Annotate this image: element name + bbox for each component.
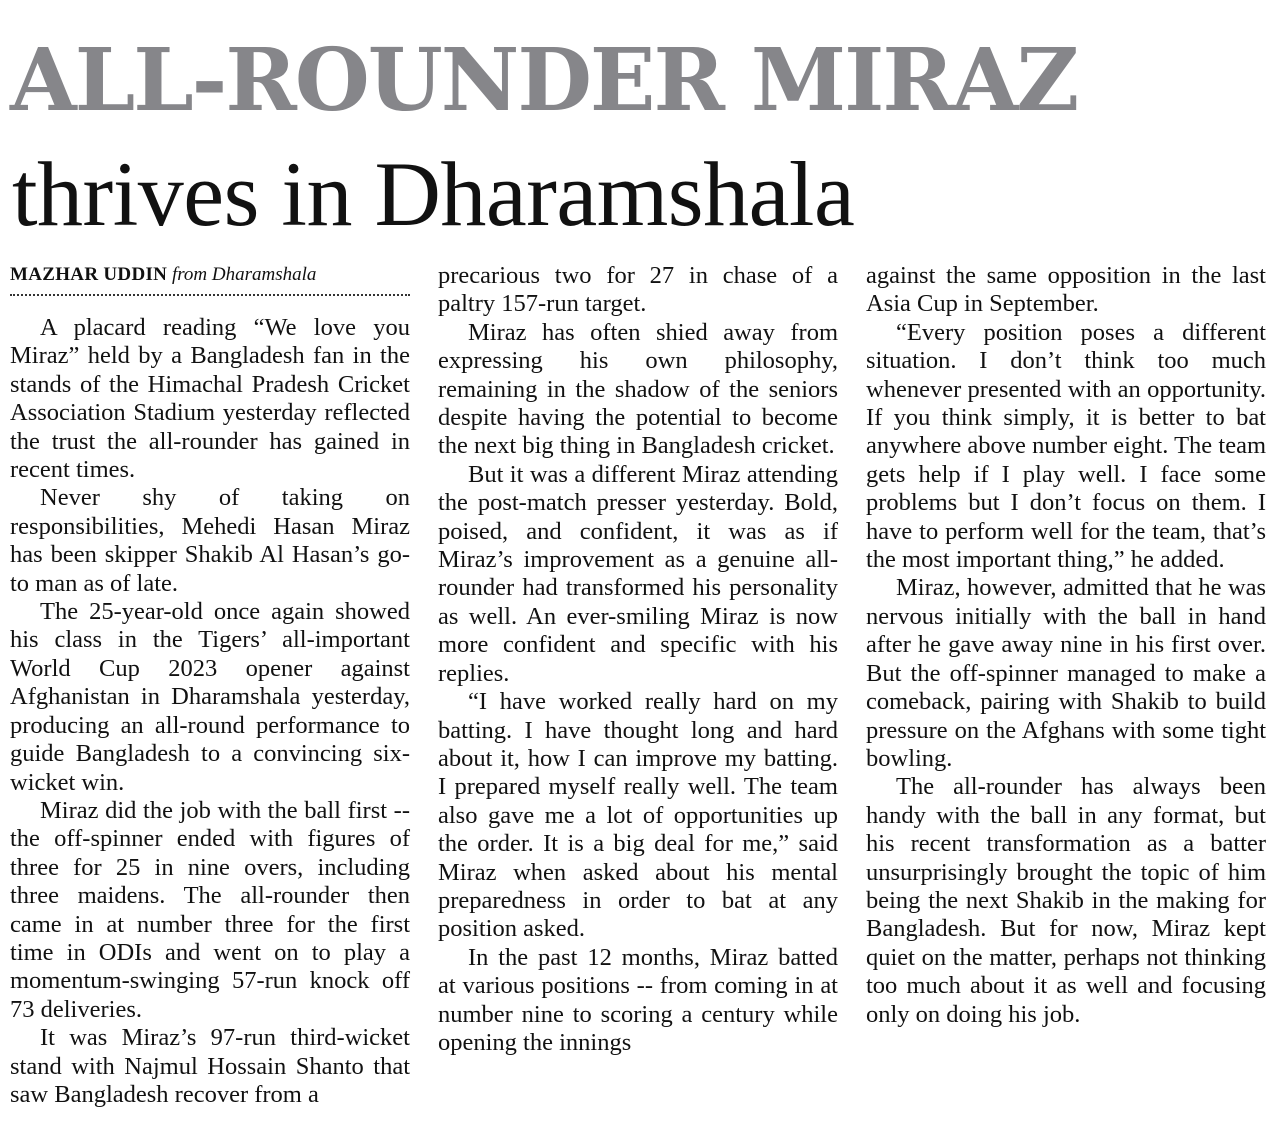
article-column-1 [10, 262, 410, 1109]
paragraph: The 25-year-old once again showed his class in the Tigers’ all-important World Cup 2023 opener against Afghanistan in Dharamshala yesterday, producing an all-round performance to guide Bangladesh to a convincing six-wicket win. [10, 598, 410, 796]
paragraph: Never shy of taking on responsibilities, Mehedi Hasan Miraz has been skipper Shakib Al Hasan’s go-to man as of late. [10, 484, 410, 597]
paragraph: In the past 12 months, Miraz batted at various positions -- from coming in at number nine to scoring a century while opening the innings [438, 943, 838, 1056]
paragraph: Miraz, however, admitted that he was nervous initially with the ball in hand after he gave away nine in his first over. But the off-spinner managed to make a comeback, pairing with Shakib to build pressure on the Afghans with some tight bowling. [866, 574, 1266, 772]
paragraph: “I have worked really hard on my batting. I have thought long and hard about it, how I can improve my batting. I prepared myself really well. The team also gave me a lot of opportunities up the order. It is a big deal for me,” said Miraz when asked about his mental preparedness in order to bat at any position asked. [438, 688, 838, 943]
paragraph: Miraz has often shied away from expressing his own philosophy, remaining in the shadow of the seniors despite having the potential to become the next big thing in Bangladesh cricket. [438, 318, 838, 460]
article-column-3 [866, 262, 1266, 1029]
paragraph: But it was a different Miraz attending the post-match presser yesterday. Bold, poised, and confident, it was as if Miraz’s improvement as a genuine all-rounder had transformed his personality as well. An ever-smiling Miraz is now more confident and specific with his replies. [438, 460, 838, 687]
subheadline: thrives in Dharamshala [12, 143, 855, 245]
paragraph: “Every position poses a different situation. I don’t think too much whenever presented with an opportunity. If you think simply, it is better to bat anywhere above number eight. The team gets help if I play well. I face some problems but I don’t focus on them. I have to perform well for the team, that’s the most important thing,” he added. [866, 318, 1266, 574]
paragraph: Miraz did the job with the ball first -- the off-spinner ended with figures of three for 25 in nine overs, including three maidens. The all-rounder then came in at number three for the first time in ODIs and went on to play a momentum-swinging 57-run knock off 73 deliveries. [10, 796, 410, 1023]
byline-location: from Dharamshala [171, 264, 317, 285]
paragraph-continued: precarious two for 27 in chase of a paltry 157-run target. [438, 262, 838, 318]
paragraph: The all-rounder has always been handy with the ball in any format, but his recent transformation as a batter unsurprisingly brought the topic of him being the next Shakib in the making for Bangladesh. But for now, Miraz kept quiet on the matter, perhaps not thinking too much about it as well and focusing only on doing his job. [866, 773, 1266, 1028]
article-column-2 [438, 262, 838, 1057]
paragraph-continued: against the same opposition in the last Asia Cup in September. [866, 262, 1266, 318]
byline [10, 262, 410, 296]
paragraph: It was Miraz’s 97-run third-wicket stand with Najmul Hossain Shanto that saw Bangladesh recover from a [10, 1024, 410, 1108]
byline-author: MAZHAR UDDIN [10, 264, 168, 285]
paragraph: A placard reading “We love you Miraz” held by a Bangladesh fan in the stands of the Himachal Pradesh Cricket Association Stadium yesterday reflected the trust the all-rounder has gained in recent times. [10, 314, 410, 484]
headline: ALL-ROUNDER MIRAZ [10, 30, 1078, 131]
